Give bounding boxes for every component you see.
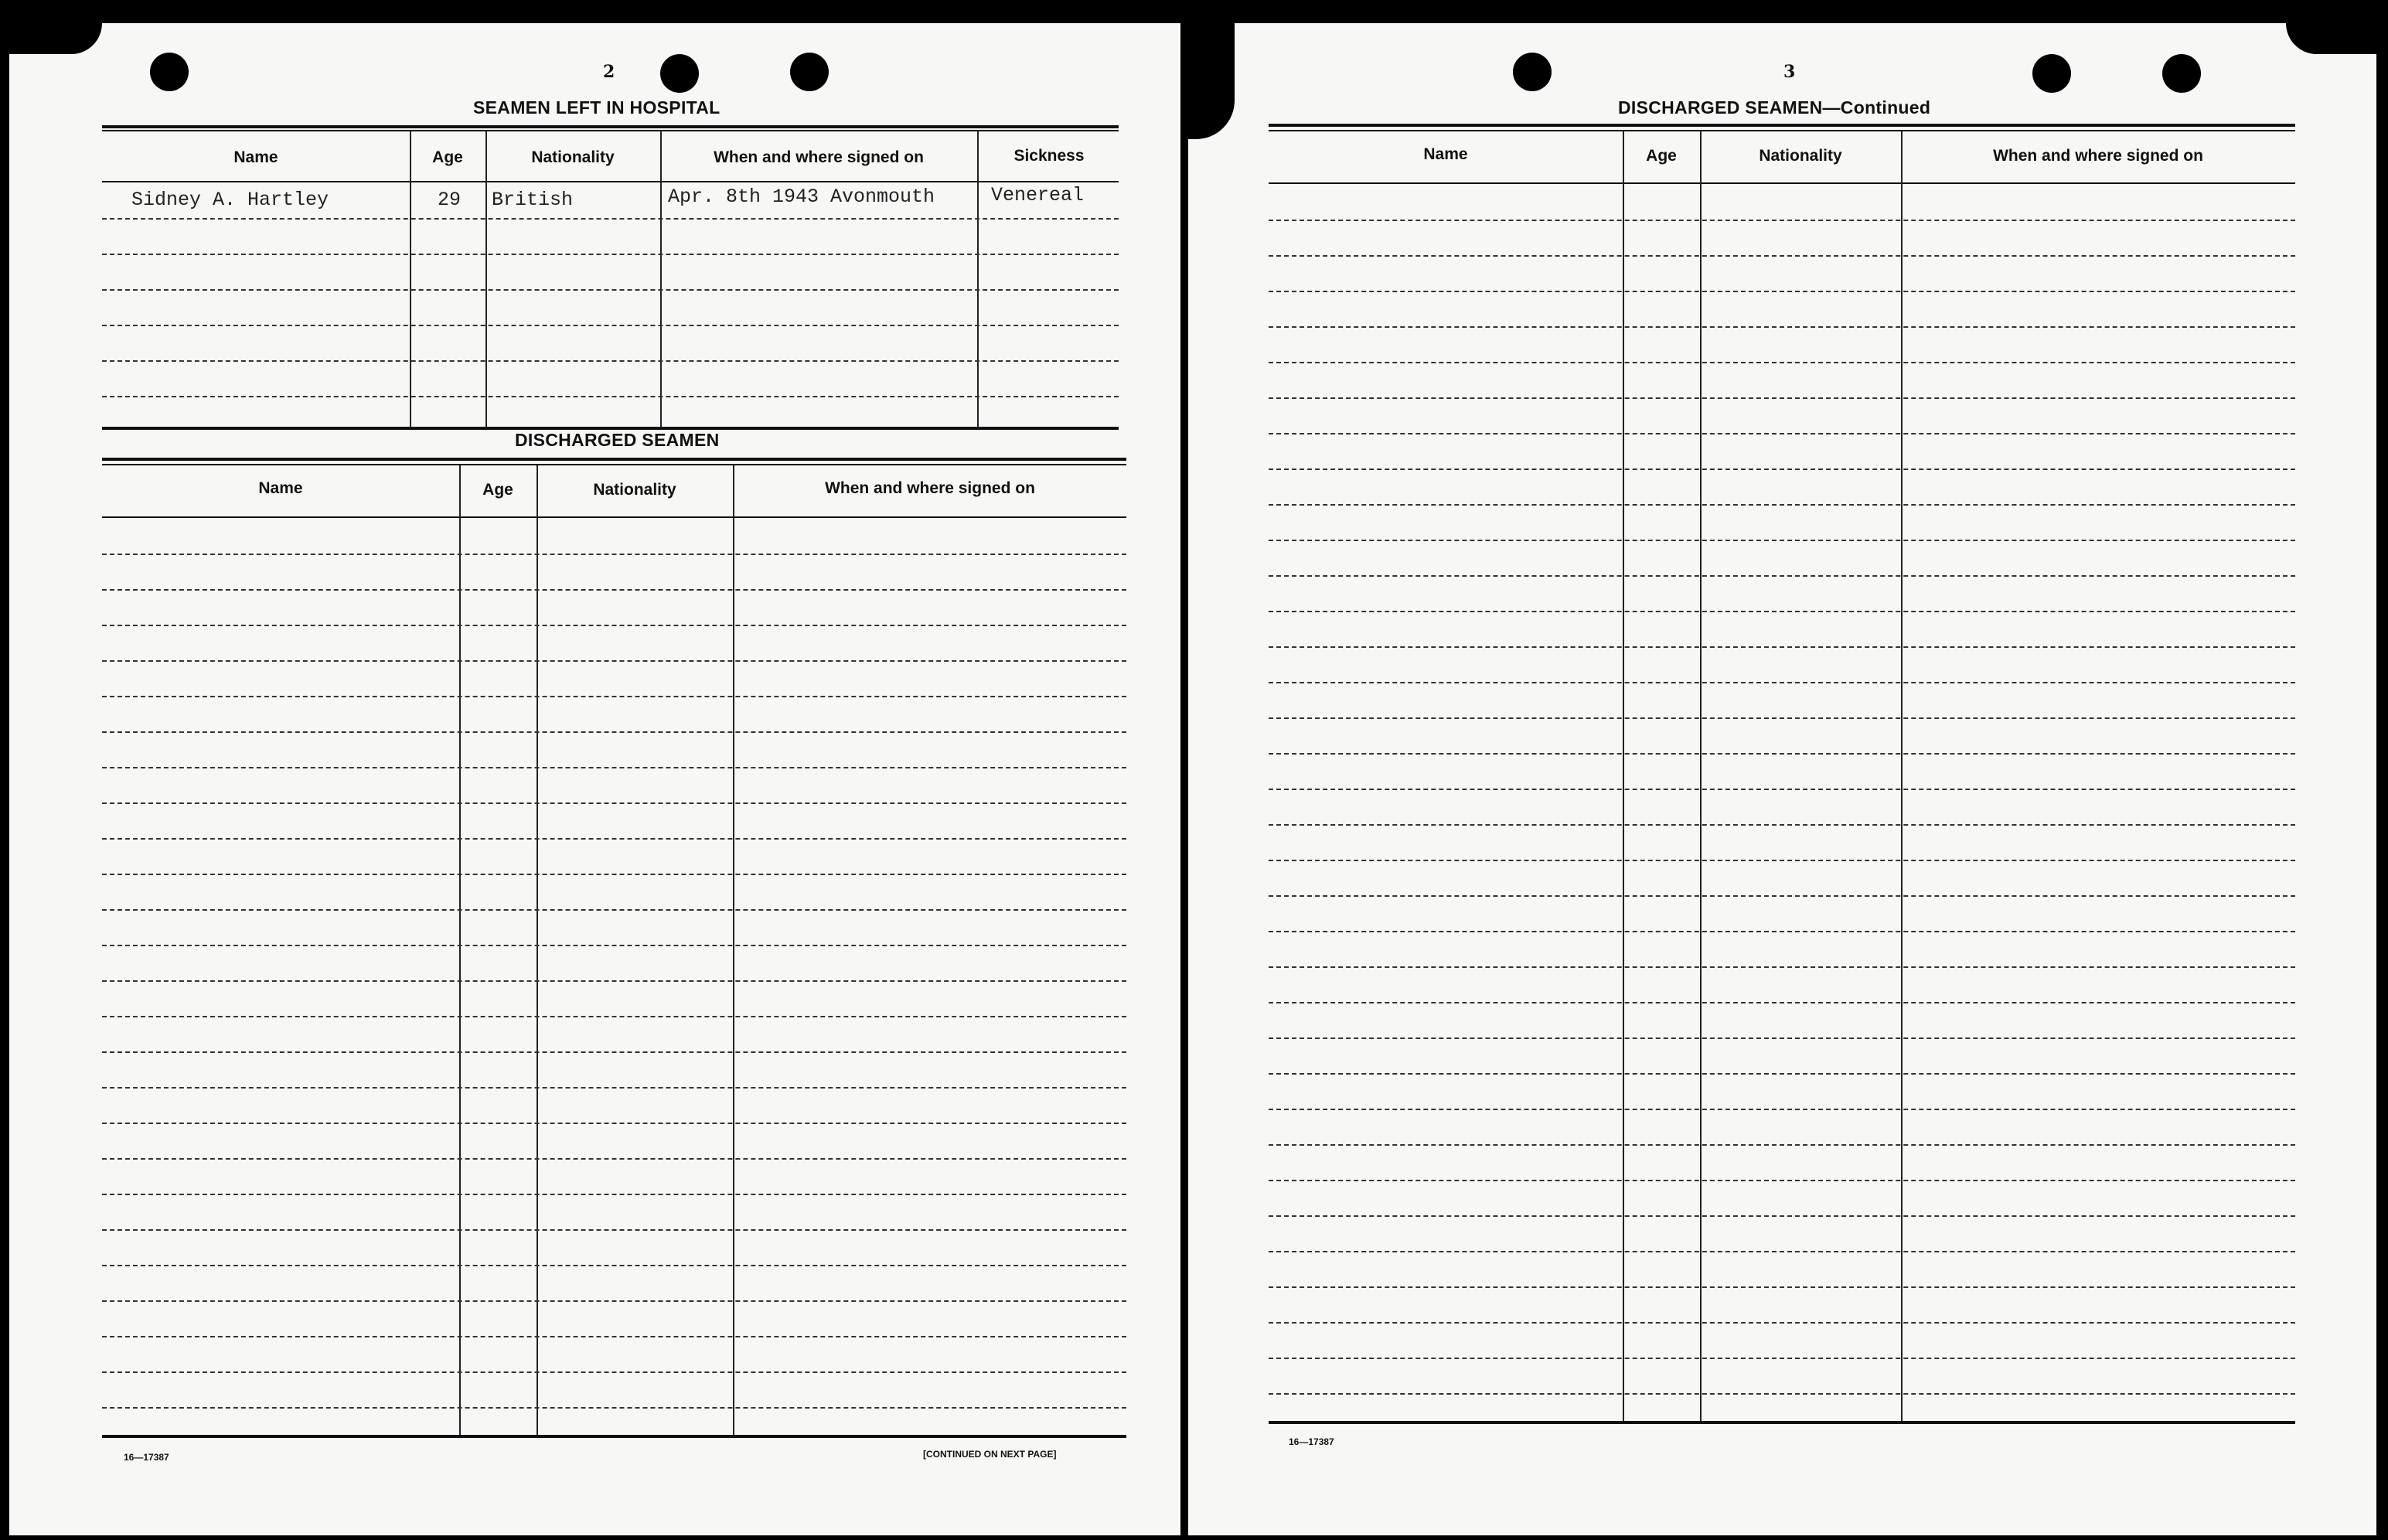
row-line	[102, 1016, 1126, 1017]
discharged-section-title: DISCHARGED SEAMEN	[515, 430, 720, 450]
hospital-section-title: SEAMEN LEFT IN HOSPITAL	[473, 97, 720, 118]
row-line	[1269, 326, 2295, 328]
form-number: 16—17387	[1289, 1436, 1334, 1447]
seaman-nationality: British	[492, 189, 574, 211]
column-divider	[1700, 131, 1702, 1424]
seaman-sickness: Venereal	[991, 184, 1085, 206]
column-divider	[977, 131, 979, 430]
column-header-signed-on: When and where signed on	[825, 479, 1035, 497]
row-line	[1269, 824, 2295, 826]
torn-corner	[2286, 23, 2376, 54]
column-header-signed-on: When and where signed on	[714, 148, 924, 166]
table-top-rule	[102, 130, 1119, 131]
row-line	[1269, 717, 2295, 719]
row-line	[102, 254, 1119, 255]
row-line	[1269, 1180, 2295, 1181]
column-header-sickness: Sickness	[1013, 147, 1085, 165]
row-line	[102, 980, 1126, 982]
punch-hole	[2032, 54, 2071, 93]
row-line	[102, 1158, 1126, 1160]
row-line	[1269, 1073, 2295, 1075]
column-header-nationality: Nationality	[1759, 147, 1842, 165]
column-divider	[459, 465, 461, 1438]
row-line	[1269, 220, 2295, 221]
seaman-signed-on: Apr. 8th 1943 Avonmouth	[668, 186, 935, 208]
column-divider	[733, 465, 734, 1438]
row-line	[1269, 789, 2295, 790]
column-header-nationality: Nationality	[531, 148, 615, 166]
row-line	[102, 909, 1126, 911]
seaman-age: 29	[438, 189, 462, 211]
row-line	[102, 1336, 1126, 1337]
row-line	[1269, 291, 2295, 292]
punch-hole	[2162, 54, 2201, 93]
seaman-name: Sidney A. Hartley	[131, 189, 329, 211]
column-header-age: Age	[482, 481, 513, 499]
row-line	[102, 1051, 1126, 1053]
row-line	[102, 396, 1119, 397]
row-line	[102, 554, 1126, 555]
continued-section-title: DISCHARGED SEAMEN—Continued	[1618, 97, 1931, 118]
row-line	[102, 802, 1126, 804]
row-line	[1269, 753, 2295, 755]
row-line	[1269, 895, 2295, 897]
header-rule	[1269, 182, 2295, 184]
column-divider	[537, 465, 538, 1438]
page-number: 3	[1783, 62, 1796, 82]
column-header-name: Name	[1423, 145, 1468, 163]
column-divider	[485, 131, 487, 430]
row-line	[102, 1407, 1126, 1409]
punch-hole	[660, 54, 699, 93]
row-line	[102, 1265, 1126, 1266]
torn-corner	[9, 23, 102, 54]
table-top-rule	[1269, 130, 2295, 131]
header-rule	[102, 181, 1119, 182]
row-line	[1269, 255, 2295, 257]
table-bottom-rule	[1269, 1421, 2295, 1424]
row-line	[1269, 1002, 2295, 1003]
table-top-rule	[102, 458, 1126, 461]
row-line	[1269, 646, 2295, 648]
row-line	[1269, 682, 2295, 683]
row-line	[102, 767, 1126, 768]
row-line	[102, 1300, 1126, 1302]
row-line	[1269, 468, 2295, 470]
column-header-name: Name	[233, 148, 278, 166]
punch-hole	[150, 53, 189, 91]
column-header-age: Age	[432, 148, 463, 166]
column-header-name: Name	[258, 479, 303, 497]
row-line	[1269, 397, 2295, 399]
row-line	[102, 625, 1126, 626]
row-line	[1269, 1286, 2295, 1288]
row-line	[1269, 966, 2295, 968]
table-top-rule	[102, 125, 1119, 128]
row-line	[1269, 504, 2295, 506]
row-line	[102, 360, 1119, 362]
row-line	[1269, 1251, 2295, 1252]
column-divider	[410, 131, 411, 430]
row-line	[102, 1123, 1126, 1124]
row-line	[102, 660, 1126, 662]
row-line	[1269, 1109, 2295, 1110]
left-page	[9, 23, 1180, 1535]
continued-note: [CONTINUED ON NEXT PAGE]	[923, 1449, 1057, 1460]
row-line	[1269, 362, 2295, 363]
table-top-rule	[1269, 124, 2295, 127]
row-line	[1269, 860, 2295, 861]
row-line	[102, 945, 1126, 946]
row-line	[102, 696, 1126, 697]
row-line	[102, 1087, 1126, 1089]
row-line	[102, 589, 1126, 591]
row-line	[102, 218, 1119, 220]
row-line	[1269, 931, 2295, 932]
row-line	[1269, 1037, 2295, 1039]
row-line	[1269, 433, 2295, 434]
row-line	[102, 325, 1119, 326]
column-divider	[1901, 131, 1903, 1424]
row-line	[102, 1371, 1126, 1373]
column-divider	[1623, 131, 1624, 1424]
row-line	[1269, 611, 2295, 612]
column-header-signed-on: When and where signed on	[1993, 147, 2203, 165]
row-line	[1269, 1144, 2295, 1146]
table-top-rule	[102, 464, 1126, 465]
row-line	[102, 874, 1126, 875]
row-line	[1269, 1358, 2295, 1359]
row-line	[102, 838, 1126, 840]
form-number: 16—17387	[124, 1452, 169, 1463]
row-line	[102, 731, 1126, 733]
row-line	[1269, 1215, 2295, 1217]
page-number: 2	[603, 62, 615, 82]
torn-edge	[1188, 23, 1235, 139]
column-header-age: Age	[1646, 147, 1677, 165]
row-line	[102, 289, 1119, 291]
column-header-nationality: Nationality	[593, 481, 676, 499]
column-divider	[660, 131, 662, 430]
table-bottom-rule	[102, 1435, 1126, 1438]
header-rule	[102, 516, 1126, 518]
row-line	[1269, 540, 2295, 541]
row-line	[1269, 1393, 2295, 1395]
right-page	[1188, 23, 2376, 1535]
row-line	[1269, 575, 2295, 577]
punch-hole	[790, 53, 829, 91]
row-line	[102, 1229, 1126, 1231]
row-line	[1269, 1322, 2295, 1324]
row-line	[102, 1194, 1126, 1195]
punch-hole	[1513, 53, 1552, 91]
